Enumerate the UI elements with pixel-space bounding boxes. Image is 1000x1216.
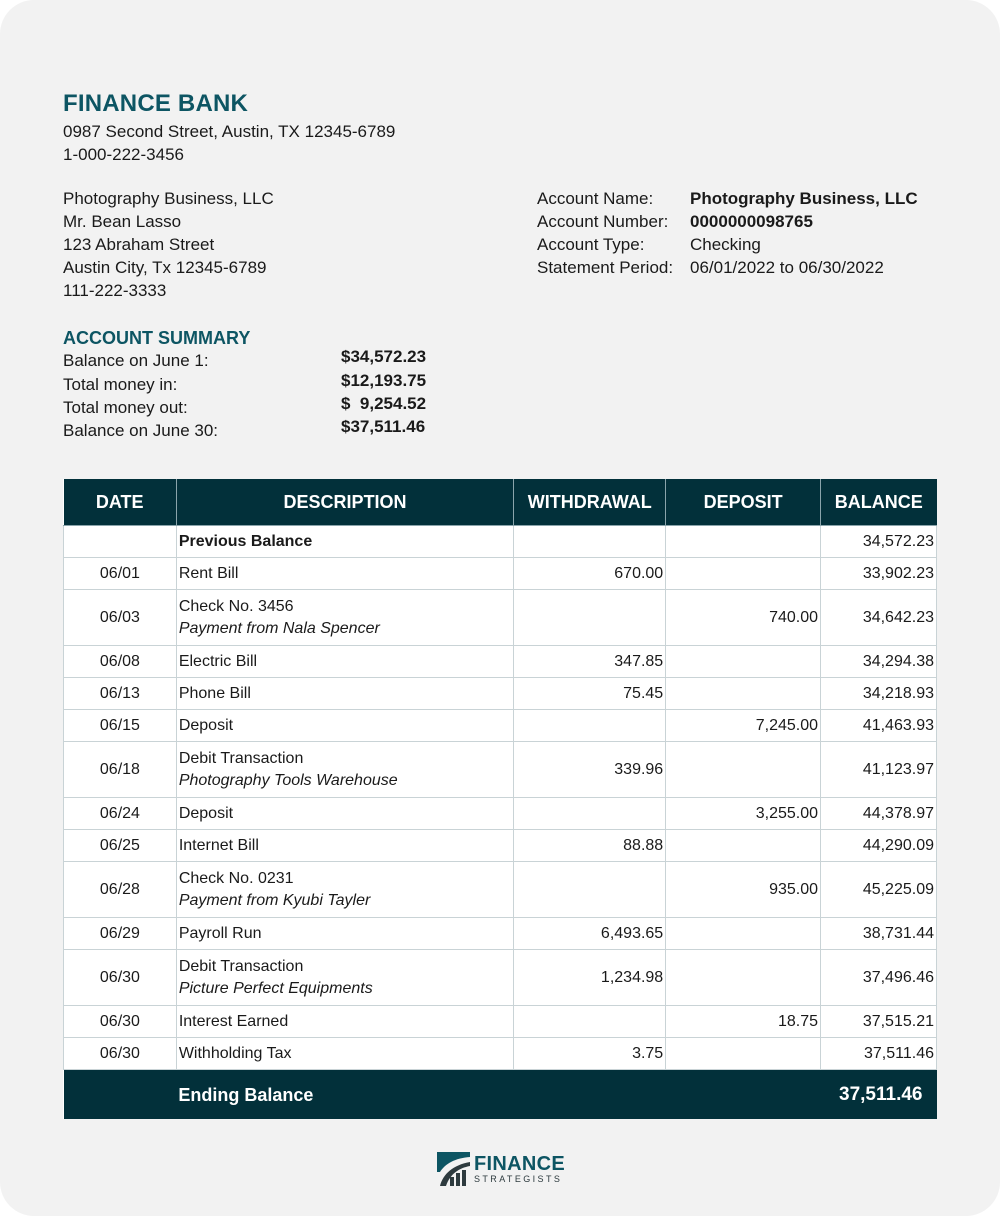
header-description: DESCRIPTION [176,479,513,526]
header-deposit: DEPOSIT [666,479,821,526]
cell-deposit: 3,255.00 [666,798,821,830]
bank-name: FINANCE BANK [63,90,249,117]
cell-description [176,1038,513,1070]
description-main: Check No. 0231 [178,869,294,887]
cell-withdrawal: 347.85 [514,646,666,678]
cell-balance: 37,515.21 [821,1006,937,1038]
cell-date: 06/30 [64,1038,177,1070]
account-number-row [537,210,918,233]
cell-description [176,742,513,798]
description-main: Check No. 3456 [178,597,294,615]
cell-withdrawal [514,710,666,742]
table-row [64,646,937,678]
account-number-label: Account Number: [537,212,669,231]
description-main: Electric Bill [178,652,258,670]
cell-description [176,590,513,646]
summary-value: $ 9,254.52 [341,393,427,413]
cell-deposit [666,918,821,950]
statement-period-value: 06/01/2022 to 06/30/2022 [690,258,884,277]
cell-empty [514,1070,666,1120]
cell-date: 06/15 [64,710,177,742]
cell-description [176,918,513,950]
table-row [64,710,937,742]
cell-date: 06/24 [64,798,177,830]
cell-description [176,710,513,742]
customer-phone: 111-222-3333 [63,281,167,300]
summary-value: $12,193.75 [341,370,427,390]
logo-text-strategists: STRATEGISTS [474,1174,563,1184]
table-row [64,950,937,1006]
cell-withdrawal: 3.75 [514,1038,666,1070]
summary-label: Balance on June 30: [63,421,219,441]
bank-phone: 1-000-222-3456 [63,145,184,164]
table-row [64,558,937,590]
cell-empty [64,1070,177,1120]
description-main: Internet Bill [178,836,259,854]
cell-deposit [666,558,821,590]
cell-withdrawal [514,798,666,830]
summary-label: Balance on June 1: [63,351,209,371]
cell-withdrawal: 6,493.65 [514,918,666,950]
cell-description [176,646,513,678]
header-balance: BALANCE [821,479,937,526]
cell-balance: 34,642.23 [821,590,937,646]
account-name-label: Account Name: [537,189,654,208]
ending-balance-label: Ending Balance [176,1070,513,1120]
summary-label: Total money out: [63,397,188,417]
cell-date: 06/01 [64,558,177,590]
cell-withdrawal [514,526,666,558]
bank-info [63,120,395,166]
cell-deposit [666,830,821,862]
previous-balance-row [64,526,937,558]
cell-withdrawal: 1,234.98 [514,950,666,1006]
cell-balance: 41,463.93 [821,710,937,742]
account-details [537,187,918,279]
summary-row [63,418,426,441]
cell-deposit [666,1038,821,1070]
cell-withdrawal: 75.45 [514,678,666,710]
table-header-row [64,479,937,526]
cell-description [176,830,513,862]
table-row [64,862,937,918]
customer-address-block [63,187,274,302]
summary-row [63,348,426,371]
cell-date: 06/08 [64,646,177,678]
description-main: Phone Bill [178,684,251,702]
header-withdrawal: WITHDRAWAL [514,479,666,526]
bank-address: 0987 Second Street, Austin, TX 12345-6789 [63,122,396,141]
cell-withdrawal: 670.00 [514,558,666,590]
finance-strategists-logo-icon [437,1152,471,1186]
cell-withdrawal [514,1006,666,1038]
summary-row [63,395,426,418]
table-row [64,742,937,798]
cell-deposit [666,742,821,798]
cell-deposit [666,646,821,678]
cell-balance: 45,225.09 [821,862,937,918]
cell-balance: 33,902.23 [821,558,937,590]
account-type-label: Account Type: [537,235,645,254]
cell-deposit: 18.75 [666,1006,821,1038]
table-row [64,798,937,830]
header-date: DATE [64,479,177,526]
cell-balance: 37,496.46 [821,950,937,1006]
description-main: Rent Bill [178,564,239,582]
account-name-value: Photography Business, LLC [690,189,918,208]
account-summary [63,348,426,441]
cell-deposit [666,678,821,710]
summary-label: Total money in: [63,374,178,394]
description-main: Interest Earned [178,1012,289,1030]
cell-deposit [666,950,821,1006]
summary-row [63,371,426,394]
customer-street: 123 Abraham Street [63,235,215,254]
description-sub: Payment from Kyubi Tayler [178,891,371,909]
description-main: Payroll Run [178,924,262,942]
cell-deposit: 935.00 [666,862,821,918]
cell-empty [666,1070,821,1120]
cell-date: 06/03 [64,590,177,646]
table-row [64,1006,937,1038]
cell-date: 06/18 [64,742,177,798]
previous-balance-label: Previous Balance [176,526,513,558]
cell-description [176,1006,513,1038]
cell-description [176,558,513,590]
account-number-value: 0000000098765 [690,212,813,231]
transactions-table [63,479,937,1119]
cell-balance: 34,218.93 [821,678,937,710]
cell-balance: 41,123.97 [821,742,937,798]
table-row [64,918,937,950]
table-row [64,590,937,646]
ending-balance-value: 37,511.46 [821,1070,937,1120]
cell-date [64,526,177,558]
finance-strategists-logo [437,1152,565,1186]
customer-city: Austin City, Tx 12345-6789 [63,258,267,277]
table-row [64,830,937,862]
cell-balance: 38,731.44 [821,918,937,950]
cell-date: 06/29 [64,918,177,950]
cell-balance: 44,290.09 [821,830,937,862]
statement-period-row [537,256,918,279]
cell-date: 06/13 [64,678,177,710]
ending-balance-row [64,1070,937,1120]
cell-deposit: 740.00 [666,590,821,646]
account-type-row [537,233,918,256]
cell-deposit: 7,245.00 [666,710,821,742]
logo-text-finance: FINANCE [474,1153,565,1175]
description-main: Debit Transaction [178,749,304,767]
description-main: Withholding Tax [178,1044,292,1062]
description-sub: Payment from Nala Spencer [178,619,380,637]
cell-withdrawal [514,590,666,646]
account-type-value: Checking [690,235,761,254]
description-sub: Photography Tools Warehouse [178,771,398,789]
cell-description [176,678,513,710]
summary-value: $34,572.23 [341,347,427,367]
cell-date: 06/28 [64,862,177,918]
description-main: Deposit [178,804,234,822]
cell-date: 06/30 [64,1006,177,1038]
table-row [64,678,937,710]
cell-balance: 44,378.97 [821,798,937,830]
description-sub: Picture Perfect Equipments [178,979,373,997]
account-name-row [537,187,918,210]
cell-balance: 37,511.46 [821,1038,937,1070]
description-main: Debit Transaction [178,957,304,975]
cell-withdrawal: 88.88 [514,830,666,862]
cell-description [176,798,513,830]
account-summary-title: ACCOUNT SUMMARY [63,328,251,348]
cell-balance: 34,294.38 [821,646,937,678]
previous-balance-value: 34,572.23 [821,526,937,558]
cell-date: 06/25 [64,830,177,862]
summary-value: $37,511.46 [341,417,426,437]
cell-date: 06/30 [64,950,177,1006]
statement-period-label: Statement Period: [537,258,674,277]
cell-withdrawal: 339.96 [514,742,666,798]
cell-withdrawal [514,862,666,918]
customer-business: Photography Business, LLC [63,189,274,208]
cell-description [176,950,513,1006]
table-row [64,1038,937,1070]
cell-description [176,862,513,918]
description-main: Deposit [178,716,234,734]
customer-contact: Mr. Bean Lasso [63,212,182,231]
cell-deposit [666,526,821,558]
